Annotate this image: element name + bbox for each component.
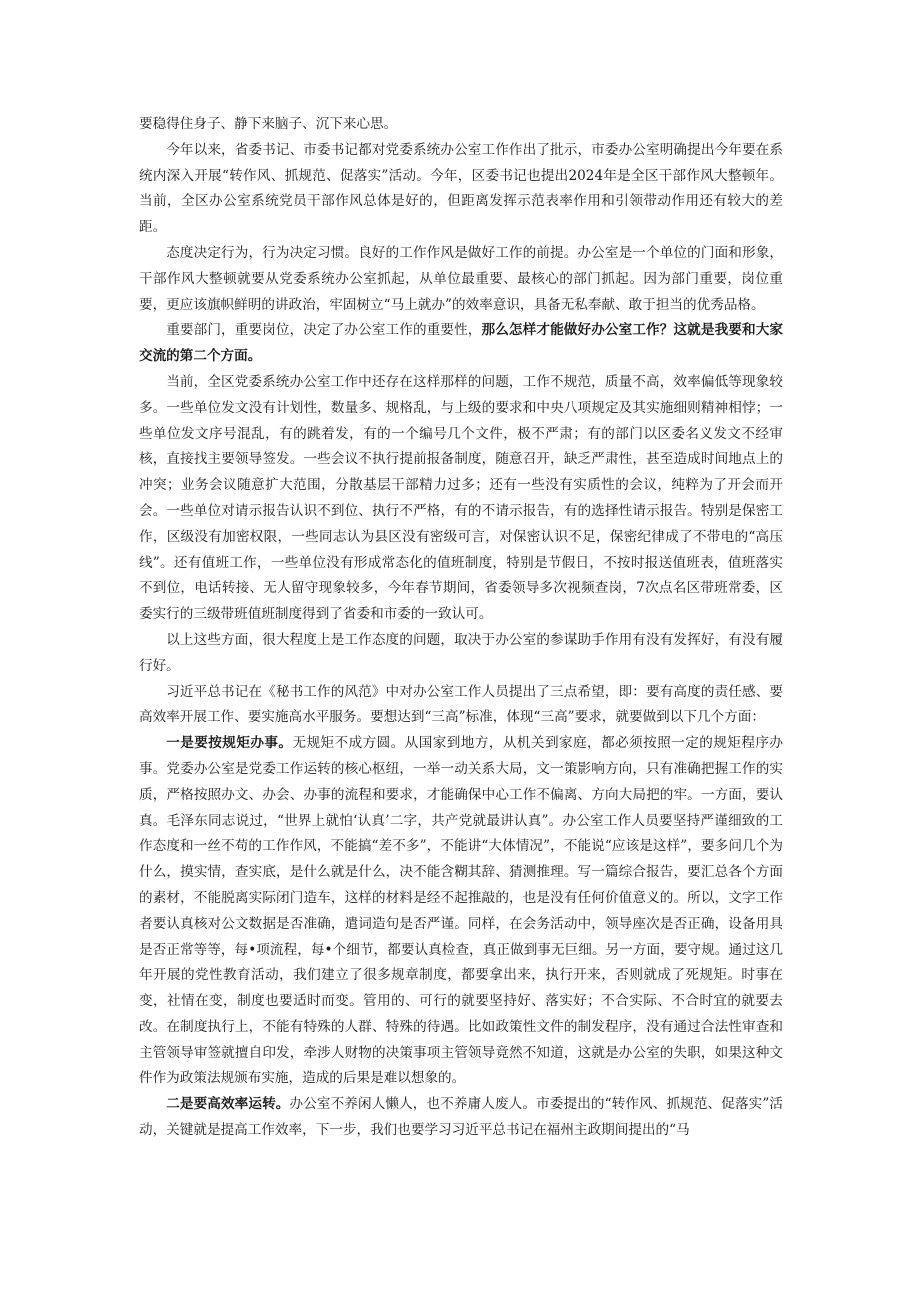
paragraph-9-lead: 二是要高效率运转。	[166, 1096, 290, 1113]
paragraph-5	[139, 370, 783, 628]
paragraph-2-text: 今年以来，省委书记、市委书记都对党委系统办公室工作作出了批示，市委办公室明确提出今年要在系统内深入开展“转作风、抓规范、促落实”活动。今年，区委书记也提出2024年是全区干部作风大整顿年。当前，全区办公室系统党员干部作风总体是好的，但距离发挥示范表率作用和引领带动作用还有较大的差距。	[139, 141, 783, 236]
paragraph-7	[139, 680, 783, 732]
paragraph-6-text: 以上这些方面，很大程度上是工作态度的问题，取决于办公室的参谋助手作用有没有发挥好，有没有履行好。	[139, 631, 783, 674]
paragraph-8	[139, 731, 783, 1092]
paragraph-8-lead: 一是要按规矩办事。	[166, 735, 293, 752]
paragraph-8-text: 无规矩不成方圆。从国家到地方，从机关到家庭，都必须按照一定的规矩程序办事。党委办公室是党委工作运转的核心枢纽，一举一动关系大局，文一策影响方向，只有准确把握工作的实质，严格按照办文、办会、办事的流程和要求，才能确保中心工作不偏离、方向大局把的牢。一方面，要认真。毛泽东同志说过，“世界上就怕‘认真’二字，共产党就最讲认真”。办公室工作人员要坚持严谨细致的工作态度和一丝不苟的工作作风，不能搞“差不多”，不能讲“大体情况”，不能说“应该是这样”，要多问几个为什么，摸实情，查实底，是什么就是什么，决不能含糊其辞、猜测推理。写一篇综合报告，要汇总各个方面的素材，不能脱离实际闭门造车，这样的材料是经不起推敲的，也是没有任何价值意义的。所以，文字工作者要认真核对公文数据是否准确，遣词造句是否严谨。同样，在会务活动中，领导座次是否正确，设备用具是否正常等等，每•项流程，每•个细节，都要认真检查，真正做到事无巨细。另一方面，要守规。通过这几年开展的党性教育活动，我们建立了很多规章制度，都要拿出来，执行开来，否则就成了死规矩。时事在变，社情在变，制度也要适时而变。管用的、可行的就要坚持好、落实好；不合实际、不合时宜的就要去改。在制度执行上，不能有特殊的人群、特殊的待遇。比如政策性文件的制发程序，没有通过合法性审查和主管领导审签就擅自印发，牵涉人财物的决策事项主管领导竟然不知道，这就是办公室的失职，如果这种文件作为政策法规颁布实施，造成的后果是难以想象的。	[139, 735, 784, 1087]
paragraph-9-text: 办公室不养闲人懒人，也不养庸人废人。市委提出的“转作风、抓规范、促落实”活动，关键就是提高工作效率，下一步，我们也要学习习近平总书记在福州主政期间提出的“马	[139, 1096, 784, 1139]
paragraph-6	[139, 628, 783, 680]
paragraph-4-emphasis: 那么怎样才能做好办公室工作？这就是我要和大家交流的第二个方面。	[139, 322, 784, 365]
paragraph-9	[139, 1092, 783, 1144]
paragraph-2	[139, 138, 783, 241]
paragraph-3-text: 态度决定行为，行为决定习惯。良好的工作作风是做好工作的前提。办公室是一个单位的门面和形象，干部作风大整顿就要从党委系统办公室抓起，从单位最重要、最核心的部门抓起。因为部门重要，岗位重要，更应该旗帜鲜明的讲政治，牢固树立“马上就办”的效率意识，具备无私奉献、敢于担当的优秀品格。	[139, 244, 783, 313]
paragraph-7-text: 习近平总书记在《秘书工作的风范》中对办公室工作人员提出了三点希望，即：要有高度的责任感、要高效率开展工作、要实施高水平服务。要想达到“三高”标准，体现“三高”要求，就要做到以下几个方面：	[139, 683, 783, 726]
document-body	[139, 112, 783, 1144]
paragraph-1-text: 要稳得住身子、静下来脑子、沉下来心思。	[139, 116, 398, 132]
paragraph-1	[139, 112, 783, 138]
paragraph-3	[139, 241, 783, 318]
paragraph-4	[139, 318, 783, 370]
paragraph-5-text: 当前，全区党委系统办公室工作中还存在这样那样的问题，工作不规范，质量不高，效率偏低等现象较多。一些单位发文没有计划性，数量多、规格乱，与上级的要求和中央八项规定及其实施细则精神相悖；一些单位发文序号混乱，有的跳着发，有的一个编号几个文件，极不严肃；有的部门以区委名义发文不经审核，直接找主要领导签发。一些会议不执行提前报备制度，随意召开，缺乏严肃性，甚至造成时间地点上的冲突；业务会议随意扩大范围，分散基层干部精力过多；还有一些没有实质性的会议，纯粹为了开会而开会。一些单位对请示报告认识不到位、执行不严格，有的不请示报告，有的选择性请示报告。特别是保密工作，区级没有加密权限，一些同志认为县区没有密级可言，对保密认识不足，保密纪律成了不带电的“高压线”。还有值班工作，一些单位没有形成常态化的值班制度，特别是节假日，不按时报送值班表，值班落实不到位，电话转接、无人留守现象较多，今年春节期间，省委领导多次视频查岗，7次点名区带班常委，区委实行的三级带班值班制度得到了省委和市委的一致认可。	[139, 373, 783, 623]
paragraph-4-text: 重要部门，重要岗位，决定了办公室工作的重要性，	[166, 322, 482, 339]
